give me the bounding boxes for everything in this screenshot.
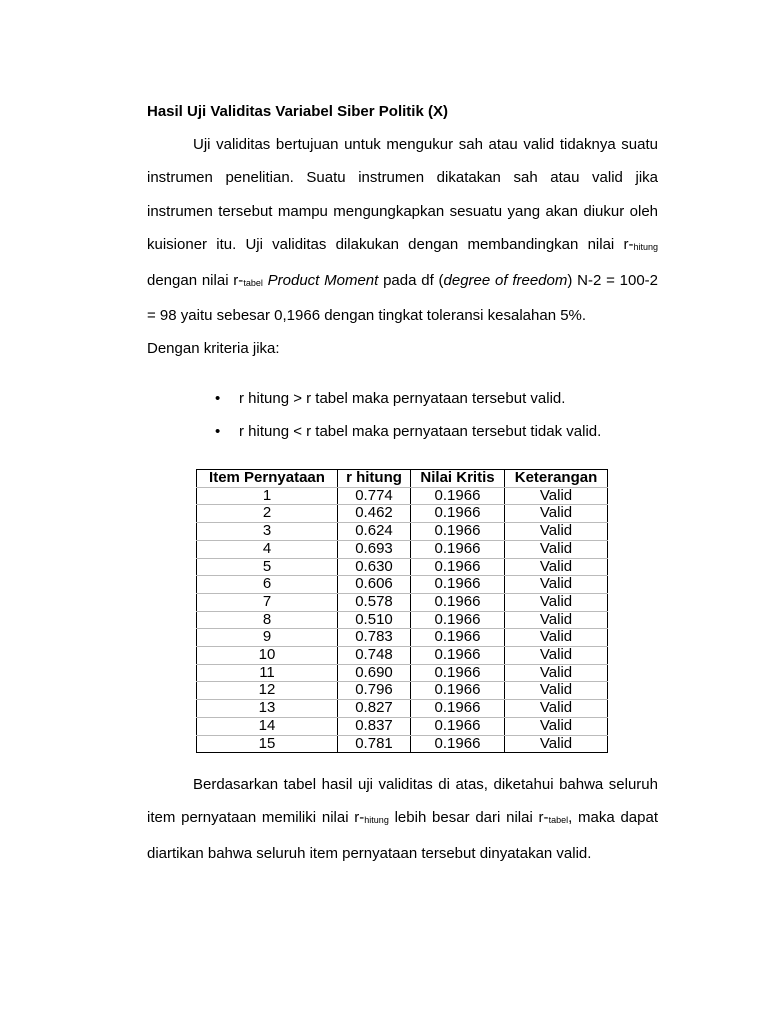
table-cell: 3 bbox=[197, 523, 338, 541]
table-cell: 0.783 bbox=[338, 629, 411, 647]
table-row bbox=[197, 700, 608, 718]
intro-text-2: dengan nilai r- bbox=[147, 271, 244, 289]
conclusion-sub-tabel: tabel bbox=[548, 815, 569, 826]
table-cell: 15 bbox=[197, 735, 338, 753]
intro-text-4: pada df ( bbox=[378, 271, 444, 289]
table-row bbox=[197, 593, 608, 611]
table-cell: Valid bbox=[505, 735, 608, 753]
table-body bbox=[197, 487, 608, 753]
conclusion-text-1: Berdasarkan tabel hasil uji validitas di atas, diketahui bahwa seluruh item pernyataan memiliki nilai r- bbox=[147, 776, 658, 827]
table-cell: Valid bbox=[505, 700, 608, 718]
intro-product-moment: Product Moment bbox=[262, 271, 379, 289]
table-cell: 0.1966 bbox=[411, 629, 505, 647]
table-cell: 0.624 bbox=[338, 523, 411, 541]
header-nilai-kritis: Nilai Kritis bbox=[411, 470, 505, 488]
table-cell: 0.1966 bbox=[411, 576, 505, 594]
table-cell: 13 bbox=[197, 700, 338, 718]
table-cell: 0.1966 bbox=[411, 505, 505, 523]
table-cell: 10 bbox=[197, 647, 338, 665]
table-cell: 7 bbox=[197, 593, 338, 611]
table-row bbox=[197, 487, 608, 505]
header-item: Item Pernyataan bbox=[197, 470, 338, 488]
table-row bbox=[197, 611, 608, 629]
table-cell: 0.1966 bbox=[411, 487, 505, 505]
intro-sub-tabel: tabel bbox=[243, 277, 263, 288]
table-cell: 0.1966 bbox=[411, 593, 505, 611]
table-cell: 0.1966 bbox=[411, 540, 505, 558]
table-header-row bbox=[197, 470, 608, 488]
table-cell: 0.462 bbox=[338, 505, 411, 523]
conclusion-paragraph bbox=[147, 768, 658, 870]
criteria-list bbox=[147, 382, 658, 449]
table-row bbox=[197, 735, 608, 753]
table-row bbox=[197, 505, 608, 523]
table-cell: 0.690 bbox=[338, 664, 411, 682]
table-cell: Valid bbox=[505, 487, 608, 505]
table-cell: Valid bbox=[505, 664, 608, 682]
table-row bbox=[197, 682, 608, 700]
intro-degree-of-freedom: degree of freedom bbox=[443, 271, 568, 289]
table-cell: 4 bbox=[197, 540, 338, 558]
table-cell: Valid bbox=[505, 505, 608, 523]
header-keterangan: Keterangan bbox=[505, 470, 608, 488]
table-cell: Valid bbox=[505, 717, 608, 735]
document-page bbox=[147, 102, 659, 862]
table-cell: 0.578 bbox=[338, 593, 411, 611]
table-cell: 0.1966 bbox=[411, 664, 505, 682]
table-row bbox=[197, 717, 608, 735]
table-cell: 0.774 bbox=[338, 487, 411, 505]
table-cell: 14 bbox=[197, 717, 338, 735]
table-cell: Valid bbox=[505, 593, 608, 611]
table-cell: 6 bbox=[197, 576, 338, 594]
table-cell: Valid bbox=[505, 540, 608, 558]
intro-sub-hitung: hitung bbox=[633, 242, 658, 253]
table-row bbox=[197, 540, 608, 558]
intro-paragraph bbox=[147, 128, 658, 332]
table-cell: 0.1966 bbox=[411, 700, 505, 718]
table-row bbox=[197, 558, 608, 576]
table-cell: 2 bbox=[197, 505, 338, 523]
criteria-line: Dengan kriteria jika: bbox=[147, 340, 280, 358]
table-row bbox=[197, 647, 608, 665]
table-cell: 0.1966 bbox=[411, 682, 505, 700]
list-item: • r hitung < r tabel maka pernyataan tersebut tidak valid. bbox=[147, 415, 658, 448]
conclusion-text-3: , maka dapat diartikan bahwa seluruh item pernyataan tersebut dinyatakan valid. bbox=[147, 809, 659, 862]
conclusion-sub-hitung: hitung bbox=[364, 815, 389, 826]
bullet-icon: • bbox=[215, 423, 221, 441]
table-cell: 0.1966 bbox=[411, 717, 505, 735]
table-cell: Valid bbox=[505, 576, 608, 594]
header-r-hitung: r hitung bbox=[338, 470, 411, 488]
table-cell: Valid bbox=[505, 558, 608, 576]
table-cell: 0.796 bbox=[338, 682, 411, 700]
table-cell: 5 bbox=[197, 558, 338, 576]
table-cell: 0.1966 bbox=[411, 735, 505, 753]
conclusion-text-2: lebih besar dari nilai r- bbox=[388, 809, 549, 827]
table-cell: 0.1966 bbox=[411, 523, 505, 541]
table-cell: 9 bbox=[197, 629, 338, 647]
table-cell: Valid bbox=[505, 523, 608, 541]
table-cell: 0.693 bbox=[338, 540, 411, 558]
table-cell: Valid bbox=[505, 611, 608, 629]
table-cell: 0.837 bbox=[338, 717, 411, 735]
table-cell: 0.748 bbox=[338, 647, 411, 665]
table-cell: 0.827 bbox=[338, 700, 411, 718]
table-cell: 0.781 bbox=[338, 735, 411, 753]
table-row bbox=[197, 576, 608, 594]
conclusion-block bbox=[147, 768, 658, 870]
list-item: • r hitung > r tabel maka pernyataan tersebut valid. bbox=[147, 382, 658, 415]
table-cell: 8 bbox=[197, 611, 338, 629]
table-row bbox=[197, 523, 608, 541]
table-cell: 1 bbox=[197, 487, 338, 505]
bullet-icon: • bbox=[215, 389, 221, 407]
intro-text-1: Uji validitas bertujuan untuk mengukur sah atau valid tidaknya suatu instrumen penelitian. Suatu instrumen dikatakan sah atau valid jika instrumen tersebut mampu mengungkapkan sesuatu yang akan diukur oleh kuisioner itu. Uji validitas dilakukan dengan membandingkan nilai r- bbox=[147, 136, 658, 254]
intro-text-6: ) N-2 = 100-2 = 98 yaitu sebesar 0,1966 dengan tingkat toleransi kesalahan 5%. bbox=[147, 271, 659, 325]
table-row bbox=[197, 664, 608, 682]
table-cell: Valid bbox=[505, 682, 608, 700]
table-cell: Valid bbox=[505, 629, 608, 647]
table-row bbox=[197, 629, 608, 647]
table-cell: 11 bbox=[197, 664, 338, 682]
table-cell: 0.630 bbox=[338, 558, 411, 576]
table-cell: Valid bbox=[505, 647, 608, 665]
table-cell: 12 bbox=[197, 682, 338, 700]
table-cell: 0.606 bbox=[338, 576, 411, 594]
table-cell: 0.1966 bbox=[411, 611, 505, 629]
section-heading: Hasil Uji Validitas Variabel Siber Politik (X) bbox=[147, 103, 448, 120]
table-cell: 0.1966 bbox=[411, 647, 505, 665]
validity-table bbox=[196, 469, 608, 753]
table-cell: 0.510 bbox=[338, 611, 411, 629]
table-cell: 0.1966 bbox=[411, 558, 505, 576]
